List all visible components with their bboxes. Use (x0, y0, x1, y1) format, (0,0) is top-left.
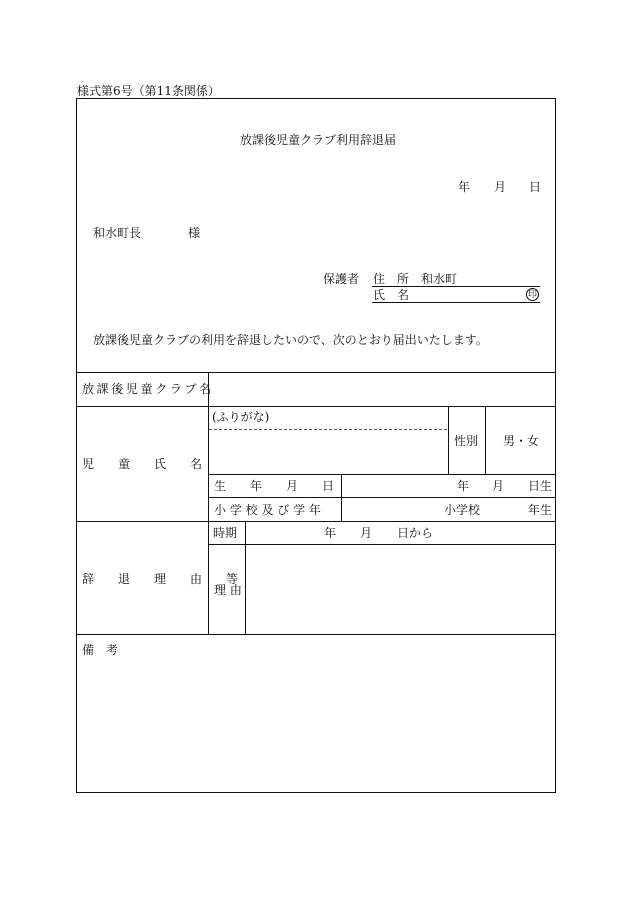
name-underline (372, 302, 540, 303)
grid-line-reason-split (245, 521, 246, 634)
reason-label: 辞 退 理 由 等 (82, 572, 239, 586)
club-name-label: 放課後児童クラブ名 (82, 382, 214, 396)
birth-year: 年 (457, 479, 470, 493)
furigana-label: (ふりがな) (212, 410, 270, 424)
grid-line-club-bottom (76, 406, 556, 407)
grid-line-birth-school-split (341, 474, 342, 521)
remarks-field[interactable] (78, 660, 554, 790)
grid-line-name-bottom (208, 474, 556, 475)
period-year: 年 (324, 526, 337, 540)
reason-field[interactable] (247, 546, 554, 632)
form-id: 様式第6号（第11条関係） (77, 84, 220, 98)
birth-date-label: 生 年 月 日 (214, 479, 335, 493)
period-month: 月 (360, 526, 373, 540)
date-day: 日 (529, 180, 542, 194)
birth-month: 月 (492, 479, 505, 493)
grade-suffix: 年生 (528, 503, 553, 517)
grid-line-birth-bottom (208, 497, 556, 498)
school-grade-label: 小 学 校 及 び 学 年 (214, 503, 321, 517)
guardian-label: 保護者 (323, 272, 360, 286)
club-name-field[interactable] (210, 374, 554, 404)
grid-line-label-column (208, 372, 209, 634)
reason-sub-label: 理 由 (214, 583, 242, 597)
gender-options[interactable]: 男・女 (503, 434, 540, 448)
addressee-name: 和水町長 (93, 226, 142, 240)
address-underline (372, 286, 540, 287)
statement-text: 放課後児童クラブの利用を辞退したいので、次のとおり届出いたします。 (93, 333, 488, 347)
child-name-label: 児 童 氏 名 (82, 457, 203, 471)
remarks-label: 備 考 (82, 643, 119, 657)
addressee-honorific: 様 (188, 226, 201, 240)
grid-line-club-top (76, 372, 556, 373)
grid-line-child-bottom (76, 521, 556, 522)
grid-line-gender-right (485, 406, 486, 474)
birth-day: 日生 (528, 479, 553, 493)
grid-line-reason-bottom (76, 634, 556, 635)
school-suffix: 小学校 (444, 503, 481, 517)
gender-label: 性別 (454, 434, 479, 448)
child-name-field[interactable] (210, 431, 446, 472)
period-day: 日から (397, 526, 434, 540)
guardian-name-label: 氏 名 (373, 288, 410, 302)
guardian-address-value[interactable]: 和水町 (421, 272, 458, 286)
grid-line-gender-left (448, 406, 449, 474)
date-month: 月 (494, 180, 507, 194)
form-title: 放課後児童クラブ利用辞退届 (240, 133, 397, 147)
furigana-dashed-line (209, 429, 447, 430)
period-label: 時期 (213, 526, 238, 540)
guardian-address-label: 住 所 (373, 272, 410, 286)
seal-mark: 印 (527, 290, 537, 300)
date-year: 年 (458, 180, 471, 194)
grid-line-period-bottom (208, 544, 556, 545)
